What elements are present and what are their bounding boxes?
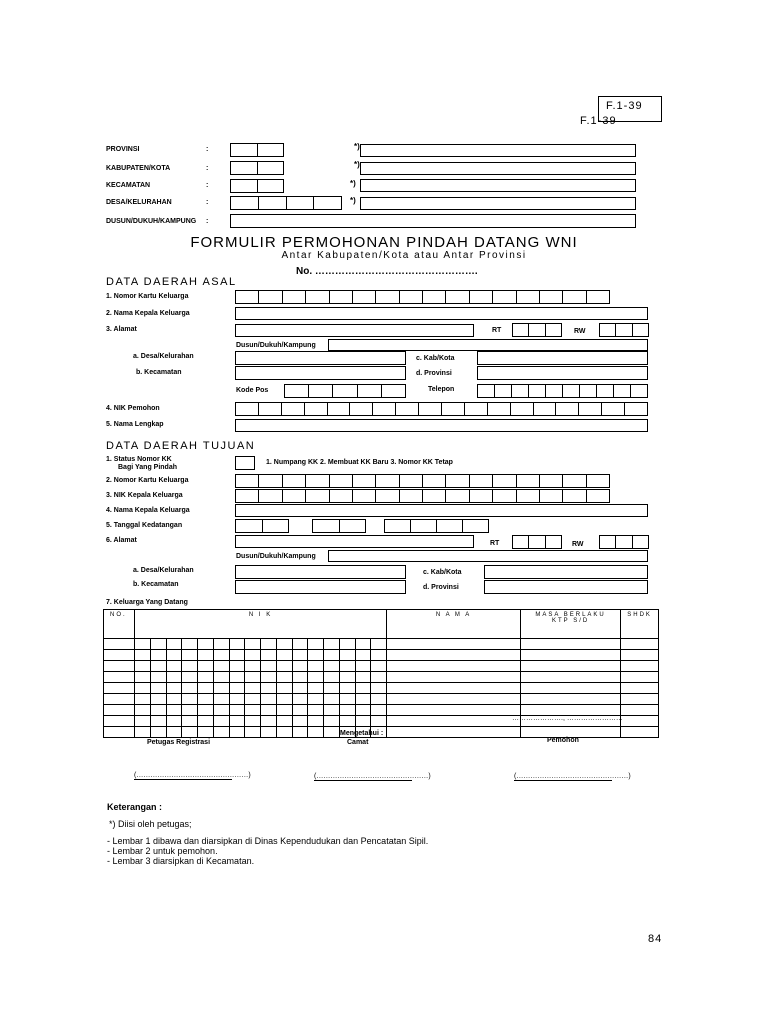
kecamatan-label: KECAMATAN: [106, 182, 151, 189]
table-cell[interactable]: [135, 650, 151, 661]
asal-rt-label: RT: [492, 327, 502, 334]
table-cell[interactable]: [387, 650, 521, 661]
tujuan-rt-label: RT: [490, 540, 500, 547]
table-cell[interactable]: [371, 661, 387, 672]
table-cell[interactable]: [213, 683, 229, 694]
table-cell[interactable]: [135, 683, 151, 694]
table-cell[interactable]: [182, 650, 198, 661]
asal-alamat-field[interactable]: [235, 324, 474, 337]
table-cell[interactable]: [371, 650, 387, 661]
asal-prov-field[interactable]: [477, 366, 648, 380]
table-cell[interactable]: [371, 683, 387, 694]
table-cell[interactable]: [276, 650, 292, 661]
kabupaten-name-field[interactable]: [360, 162, 636, 175]
tujuan-status-box[interactable]: [235, 456, 255, 470]
table-cell[interactable]: [387, 727, 521, 738]
camat-label: Camat: [347, 739, 369, 746]
table-cell[interactable]: [371, 639, 387, 650]
notes-line-2: - Lembar 1 dibawa dan diarsipkan di Dinas Kependudukan dan Pencatatan Sipil.: [107, 836, 429, 846]
col-masa-label: MASA BERLAKU: [535, 612, 606, 618]
asal-prov-label: d. Provinsi: [416, 370, 452, 377]
table-cell[interactable]: [198, 672, 214, 683]
table-cell[interactable]: [355, 683, 371, 694]
table-cell[interactable]: [229, 639, 245, 650]
table-cell[interactable]: [198, 639, 214, 650]
table-cell[interactable]: [198, 650, 214, 661]
table-cell[interactable]: [371, 672, 387, 683]
table-cell[interactable]: [135, 727, 151, 738]
table-cell[interactable]: [355, 639, 371, 650]
tujuan-tanggal-month[interactable]: [312, 519, 366, 533]
table-cell[interactable]: [198, 705, 214, 716]
col-shdk-header: SHDK: [621, 610, 659, 639]
table-cell[interactable]: [166, 705, 182, 716]
notes-line-1: *) Diisi oleh petugas;: [109, 819, 192, 829]
table-cell[interactable]: [245, 639, 261, 650]
table-cell[interactable]: [276, 694, 292, 705]
table-cell[interactable]: [308, 727, 324, 738]
table-cell[interactable]: [521, 705, 621, 716]
table-cell[interactable]: [213, 716, 229, 727]
table-cell[interactable]: [292, 727, 308, 738]
dusun-field[interactable]: [230, 214, 636, 228]
table-cell[interactable]: [339, 650, 355, 661]
form-number: No. ………………………………………….: [296, 266, 478, 277]
tujuan-prov-label: d. Provinsi: [423, 584, 459, 591]
table-cell[interactable]: [621, 683, 659, 694]
kecamatan-name-field[interactable]: [360, 179, 636, 192]
table-cell[interactable]: [261, 683, 277, 694]
asal-nama-lengkap-field[interactable]: [235, 419, 648, 432]
tujuan-tanggal-day[interactable]: [235, 519, 289, 533]
table-cell[interactable]: [276, 727, 292, 738]
table-cell[interactable]: [324, 705, 340, 716]
kecamatan-code-cells[interactable]: [230, 179, 284, 193]
table-cell[interactable]: [276, 639, 292, 650]
asal-kode-pos-cells[interactable]: [284, 384, 406, 398]
page-number: 84: [648, 933, 663, 945]
table-cell[interactable]: [276, 716, 292, 727]
table-cell[interactable]: [182, 683, 198, 694]
table-cell[interactable]: [387, 672, 521, 683]
table-cell[interactable]: [213, 650, 229, 661]
table-cell[interactable]: [276, 705, 292, 716]
table-cell[interactable]: [621, 661, 659, 672]
table-cell[interactable]: [245, 683, 261, 694]
desa-name-field[interactable]: [360, 197, 636, 210]
table-cell[interactable]: [104, 650, 135, 661]
table-cell[interactable]: [292, 661, 308, 672]
table-cell[interactable]: [324, 694, 340, 705]
table-cell[interactable]: [229, 694, 245, 705]
form-title: FORMULIR PERMOHONAN PINDAH DATANG WNI: [190, 234, 578, 251]
table-cell[interactable]: [371, 694, 387, 705]
table-cell[interactable]: [387, 683, 521, 694]
tujuan-rw-label: RW: [572, 541, 584, 548]
tujuan-status-label-2: Bagi Yang Pindah: [118, 464, 177, 471]
tujuan-rw-cells[interactable]: [599, 535, 649, 549]
table-cell[interactable]: [213, 661, 229, 672]
camat-signature-line[interactable]: (…………………………………………): [314, 773, 431, 780]
notes-line-4: - Lembar 3 diarsipkan di Kecamatan.: [107, 856, 255, 866]
asal-alamat-label: 3. Alamat: [106, 326, 137, 333]
table-cell[interactable]: [276, 672, 292, 683]
table-cell[interactable]: [104, 705, 135, 716]
table-cell[interactable]: [324, 727, 340, 738]
asal-kode-pos-label: Kode Pos: [236, 387, 269, 394]
table-row: [104, 694, 659, 705]
table-cell[interactable]: [166, 716, 182, 727]
table-cell[interactable]: [261, 727, 277, 738]
table-cell[interactable]: [308, 694, 324, 705]
table-row: [104, 683, 659, 694]
tujuan-dusun-field[interactable]: [328, 550, 648, 562]
asal-nama-lengkap-label: 5. Nama Lengkap: [106, 421, 164, 428]
table-cell[interactable]: [213, 639, 229, 650]
table-cell[interactable]: [308, 716, 324, 727]
tujuan-nomor-kk-label: 2. Nomor Kartu Keluarga: [106, 477, 189, 484]
table-cell[interactable]: [339, 716, 355, 727]
table-cell[interactable]: [213, 705, 229, 716]
table-cell[interactable]: [182, 661, 198, 672]
tujuan-kab-label: c. Kab/Kota: [423, 569, 462, 576]
table-cell[interactable]: [292, 694, 308, 705]
table-cell[interactable]: [324, 650, 340, 661]
table-cell[interactable]: [324, 683, 340, 694]
asal-dusun-label: Dusun/Dukuh/Kampung: [236, 342, 316, 349]
notes-title: Keterangan :: [107, 802, 163, 812]
asal-desa-label: a. Desa/Kelurahan: [133, 353, 194, 360]
pemohon-signature-line[interactable]: (…………………………………………): [514, 773, 631, 780]
table-cell[interactable]: [521, 672, 621, 683]
table-cell[interactable]: [387, 716, 521, 727]
table-cell[interactable]: [324, 639, 340, 650]
table-cell[interactable]: [521, 694, 621, 705]
table-header-row: [104, 610, 659, 639]
table-cell[interactable]: [355, 661, 371, 672]
petugas-signature-line[interactable]: (…………………………………………): [134, 772, 251, 779]
asal-kecamatan-label: b. Kecamatan: [136, 369, 182, 376]
table-cell[interactable]: [198, 661, 214, 672]
colon: :: [206, 218, 209, 225]
form-code: F.1-39: [606, 100, 643, 112]
table-cell[interactable]: [245, 705, 261, 716]
table-cell[interactable]: [245, 661, 261, 672]
table-cell[interactable]: [182, 727, 198, 738]
table-cell[interactable]: [229, 683, 245, 694]
star-mark: *): [354, 160, 360, 169]
table-cell[interactable]: [229, 650, 245, 661]
table-cell[interactable]: [104, 672, 135, 683]
table-cell[interactable]: [371, 705, 387, 716]
table-cell[interactable]: [135, 705, 151, 716]
table-cell[interactable]: [229, 727, 245, 738]
table-cell[interactable]: [104, 639, 135, 650]
tujuan-nik-kepala-label: 3. NIK Kepala Keluarga: [106, 492, 183, 499]
star-mark: *): [354, 142, 360, 151]
asal-nomor-kk-cells[interactable]: [235, 290, 610, 304]
table-cell[interactable]: [229, 661, 245, 672]
table-cell[interactable]: [104, 727, 135, 738]
provinsi-code-cells[interactable]: [230, 143, 284, 157]
provinsi-label: PROVINSI: [106, 146, 140, 153]
table-cell[interactable]: [308, 639, 324, 650]
asal-nama-kepala-label: 2. Nama Kepala Keluarga: [106, 310, 190, 317]
desa-code-cells[interactable]: [230, 196, 342, 210]
table-cell[interactable]: [621, 694, 659, 705]
tujuan-dusun-label: Dusun/Dukuh/Kampung: [236, 553, 316, 560]
table-cell[interactable]: [339, 672, 355, 683]
table-cell[interactable]: [621, 650, 659, 661]
tujuan-kecamatan-field[interactable]: [235, 580, 406, 594]
table-cell[interactable]: [182, 716, 198, 727]
table-cell[interactable]: [521, 661, 621, 672]
table-cell[interactable]: [621, 639, 659, 650]
table-cell[interactable]: [355, 694, 371, 705]
table-cell[interactable]: [261, 661, 277, 672]
tujuan-heading: DATA DAERAH TUJUAN: [106, 440, 256, 452]
table-cell[interactable]: [339, 694, 355, 705]
col-no-header: NO.: [104, 610, 135, 639]
table-cell[interactable]: [213, 727, 229, 738]
table-cell[interactable]: [150, 727, 166, 738]
colon: :: [206, 146, 209, 153]
star-mark: *): [350, 196, 356, 205]
table-cell[interactable]: [182, 705, 198, 716]
table-cell[interactable]: [182, 672, 198, 683]
table-cell[interactable]: [261, 716, 277, 727]
col-masa-label-2: KTP S/D: [551, 618, 590, 624]
notes-line-3: - Lembar 2 untuk pemohon.: [107, 846, 218, 856]
tujuan-nama-kepala-label: 4. Nama Kepala Keluarga: [106, 507, 190, 514]
table-cell[interactable]: [150, 716, 166, 727]
table-cell[interactable]: [276, 661, 292, 672]
petugas-label: Petugas Registrasi: [147, 739, 211, 746]
table-cell[interactable]: [355, 705, 371, 716]
table-cell[interactable]: [150, 661, 166, 672]
star-mark: *): [350, 179, 356, 188]
table-cell[interactable]: [150, 683, 166, 694]
form-subtitle: Antar Kabupaten/Kota atau Antar Provinsi: [281, 250, 527, 261]
tujuan-tanggal-label: 5. Tanggal Kedatangan: [106, 522, 183, 529]
table-cell[interactable]: [355, 650, 371, 661]
table-cell[interactable]: [135, 661, 151, 672]
tujuan-alamat-label: 6. Alamat: [106, 537, 137, 544]
asal-nik-cells[interactable]: [235, 402, 648, 416]
colon: :: [206, 199, 209, 206]
table-cell[interactable]: [292, 705, 308, 716]
table-cell[interactable]: [198, 716, 214, 727]
table-cell[interactable]: [387, 694, 521, 705]
table-cell[interactable]: [245, 694, 261, 705]
tujuan-status-options: 1. Numpang KK 2. Membuat KK Baru 3. Nomor KK Tetap: [266, 459, 453, 466]
asal-telepon-label: Telepon: [428, 386, 455, 393]
asal-kab-field[interactable]: [477, 351, 648, 365]
table-cell[interactable]: [198, 683, 214, 694]
table-cell[interactable]: [261, 694, 277, 705]
table-cell[interactable]: [371, 716, 387, 727]
asal-nama-kepala-field[interactable]: [235, 307, 648, 320]
table-cell[interactable]: [621, 716, 659, 727]
table-cell[interactable]: [104, 716, 135, 727]
tujuan-nomor-kk-cells[interactable]: [235, 474, 610, 488]
table-cell[interactable]: [135, 716, 151, 727]
tujuan-desa-field[interactable]: [235, 565, 406, 579]
table-cell[interactable]: [245, 727, 261, 738]
form-code-duplicate: F.1-39: [580, 115, 617, 127]
table-cell[interactable]: [213, 694, 229, 705]
table-cell[interactable]: [261, 705, 277, 716]
col-nik-header: N I K: [135, 610, 387, 639]
date-line: …………………., ……………………: [512, 715, 623, 722]
table-cell[interactable]: [292, 650, 308, 661]
tujuan-alamat-field[interactable]: [235, 535, 474, 548]
table-row: [104, 650, 659, 661]
table-cell[interactable]: [166, 683, 182, 694]
table-cell[interactable]: [308, 705, 324, 716]
table-cell[interactable]: [166, 672, 182, 683]
table-cell[interactable]: [150, 639, 166, 650]
tujuan-nama-kepala-field[interactable]: [235, 504, 648, 517]
tujuan-tanggal-year[interactable]: [384, 519, 489, 533]
table-cell[interactable]: [355, 672, 371, 683]
table-row: [104, 639, 659, 650]
table-cell[interactable]: [150, 672, 166, 683]
table-cell[interactable]: [166, 727, 182, 738]
table-cell[interactable]: [135, 694, 151, 705]
table-cell[interactable]: [324, 661, 340, 672]
table-cell[interactable]: [308, 661, 324, 672]
table-cell[interactable]: [166, 650, 182, 661]
table-cell[interactable]: [104, 661, 135, 672]
asal-nomor-kk-label: 1. Nomor Kartu Keluarga: [106, 293, 189, 300]
table-cell[interactable]: [166, 694, 182, 705]
kabupaten-label: KABUPATEN/KOTA: [106, 165, 171, 172]
colon: :: [206, 165, 209, 172]
table-cell[interactable]: [245, 672, 261, 683]
table-cell[interactable]: [621, 727, 659, 738]
table-cell[interactable]: [104, 683, 135, 694]
table-cell[interactable]: [308, 683, 324, 694]
asal-heading: DATA DAERAH ASAL: [106, 276, 237, 288]
table-cell[interactable]: [229, 705, 245, 716]
asal-telepon-cells[interactable]: [477, 384, 648, 398]
table-cell[interactable]: [521, 639, 621, 650]
table-cell[interactable]: [292, 716, 308, 727]
table-cell[interactable]: [339, 661, 355, 672]
table-cell[interactable]: [261, 639, 277, 650]
asal-kab-label: c. Kab/Kota: [416, 355, 455, 362]
table-cell[interactable]: [292, 639, 308, 650]
table-cell[interactable]: [213, 672, 229, 683]
table-cell[interactable]: [261, 672, 277, 683]
table-cell[interactable]: [292, 683, 308, 694]
kabupaten-code-cells[interactable]: [230, 161, 284, 175]
asal-desa-field[interactable]: [235, 351, 406, 365]
table-cell[interactable]: [166, 661, 182, 672]
table-cell[interactable]: [387, 639, 521, 650]
table-row: [104, 661, 659, 672]
col-masa-header: [521, 610, 621, 639]
colon: :: [206, 182, 209, 189]
table-cell[interactable]: [339, 683, 355, 694]
table-cell[interactable]: [324, 716, 340, 727]
mengetahui-label: Mengetahui :: [340, 730, 384, 737]
table-cell[interactable]: [621, 705, 659, 716]
table-row: [104, 705, 659, 716]
table-cell[interactable]: [150, 650, 166, 661]
table-cell[interactable]: [229, 716, 245, 727]
desa-label: DESA/KELURAHAN: [106, 199, 172, 206]
table-cell[interactable]: [308, 672, 324, 683]
table-cell[interactable]: [387, 661, 521, 672]
provinsi-name-field[interactable]: [360, 144, 636, 157]
dusun-label: DUSUN/DUKUH/KAMPUNG: [106, 218, 197, 225]
col-nama-header: N A M A: [387, 610, 521, 639]
table-cell[interactable]: [339, 705, 355, 716]
table-cell[interactable]: [198, 727, 214, 738]
pemohon-label: Pemohon: [547, 737, 579, 744]
table-cell[interactable]: [521, 683, 621, 694]
table-cell[interactable]: [292, 672, 308, 683]
table-cell[interactable]: [198, 694, 214, 705]
table-cell[interactable]: [621, 672, 659, 683]
tujuan-nik-kepala-cells[interactable]: [235, 489, 610, 503]
asal-dusun-field[interactable]: [328, 339, 648, 351]
tujuan-prov-field[interactable]: [484, 580, 648, 594]
tujuan-rt-cells[interactable]: [512, 535, 562, 549]
table-cell[interactable]: [104, 694, 135, 705]
asal-rt-cells[interactable]: [512, 323, 562, 337]
table-cell[interactable]: [229, 672, 245, 683]
tujuan-keluarga-label: 7. Keluarga Yang Datang: [106, 599, 188, 606]
asal-rw-label: RW: [574, 328, 586, 335]
tujuan-desa-label: a. Desa/Kelurahan: [133, 567, 194, 574]
asal-nik-label: 4. NIK Pemohon: [106, 405, 160, 412]
table-cell[interactable]: [245, 650, 261, 661]
tujuan-kecamatan-label: b. Kecamatan: [133, 581, 179, 588]
table-cell[interactable]: [150, 694, 166, 705]
table-cell[interactable]: [135, 672, 151, 683]
table-cell[interactable]: [308, 650, 324, 661]
table-cell[interactable]: [521, 727, 621, 738]
table-cell[interactable]: [276, 683, 292, 694]
table-cell[interactable]: [182, 639, 198, 650]
table-cell[interactable]: [387, 705, 521, 716]
table-cell[interactable]: [261, 650, 277, 661]
table-cell[interactable]: [324, 672, 340, 683]
table-cell[interactable]: [355, 716, 371, 727]
asal-rw-cells[interactable]: [599, 323, 649, 337]
table-cell[interactable]: [166, 639, 182, 650]
tujuan-status-label: 1. Status Nomor KK: [106, 456, 172, 463]
table-cell[interactable]: [182, 694, 198, 705]
asal-kecamatan-field[interactable]: [235, 366, 406, 380]
table-cell[interactable]: [135, 639, 151, 650]
table-cell[interactable]: [339, 639, 355, 650]
table-cell[interactable]: [150, 705, 166, 716]
tujuan-kab-field[interactable]: [484, 565, 648, 579]
table-cell[interactable]: [245, 716, 261, 727]
table-row: [104, 672, 659, 683]
table-cell[interactable]: [521, 650, 621, 661]
